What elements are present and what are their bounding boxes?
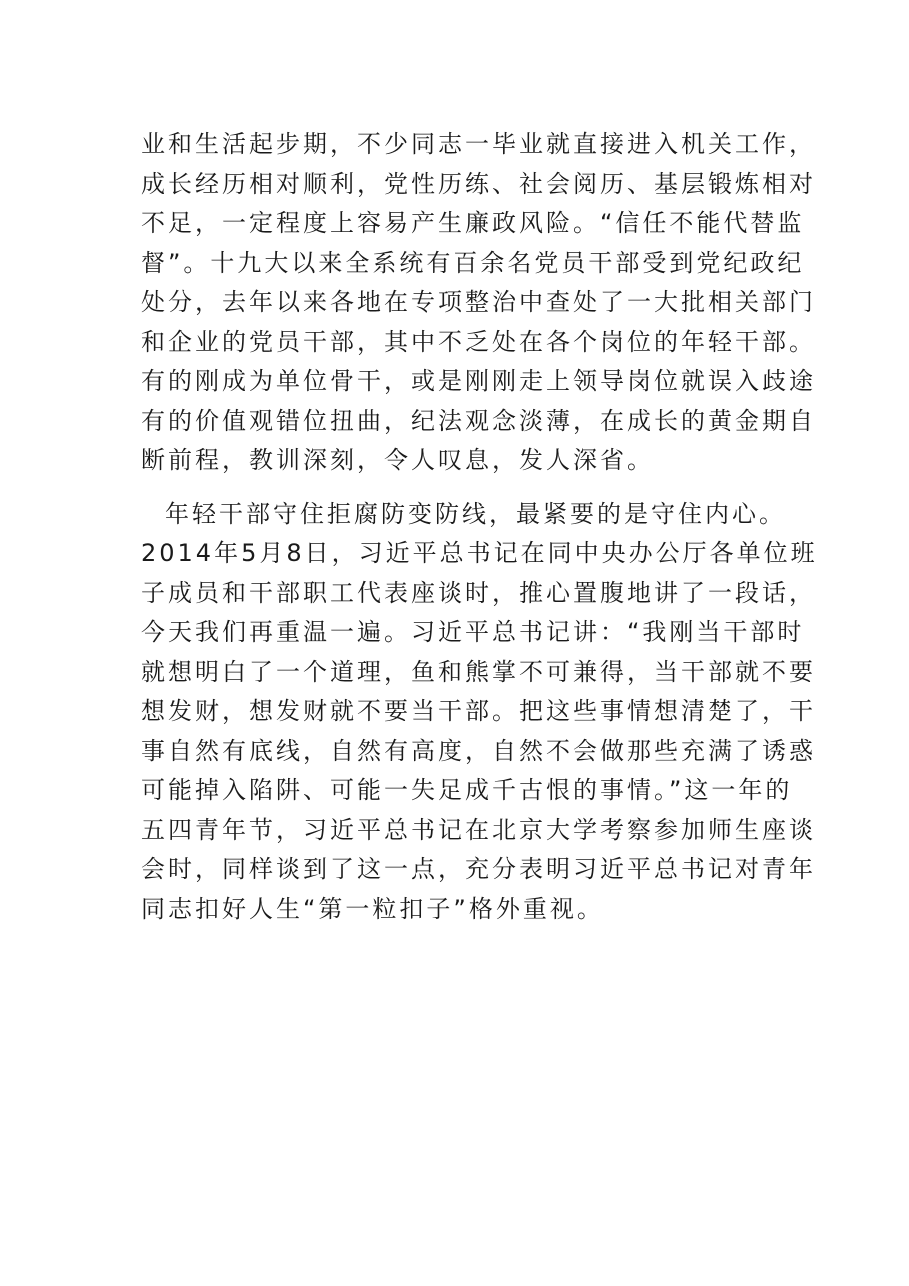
text-line: 2014年5月8日，习近平总书记在同中央办公厅各单位班 (141, 539, 818, 567)
document-body (141, 125, 841, 929)
text-line: 会时，同样谈到了这一点，充分表明习近平总书记对青年 (141, 855, 816, 883)
text-line: 督”。十九大以来全系统有百余名党员干部受到党纪政纪 (141, 248, 805, 277)
text-line: 事自然有底线，自然有高度，自然不会做那些充满了诱惑 (141, 736, 816, 765)
paragraph-1 (141, 125, 841, 481)
paragraph-2 (141, 495, 841, 930)
text-line: 同志扣好人生“第一粒扣子”格外重视。 (141, 894, 604, 923)
text-line: 有的价值观错位扭曲，纪法观念淡薄，在成长的黄金期自 (141, 406, 816, 435)
text-line: 今天我们再重温一遍。习近平总书记讲：“我刚当干部时 (141, 618, 805, 646)
text-line: 不足，一定程度上容易产生廉政风险。“信任不能代替监 (141, 209, 805, 237)
text-line: 就想明白了一个道理，鱼和熊掌不可兼得，当干部就不要 (141, 657, 816, 686)
text-line: 五四青年节，习近平总书记在北京大学考察参加师生座谈 (141, 815, 816, 844)
text-line: 年轻干部守住拒腐防变防线，最紧要的是守住内心。 (165, 499, 786, 528)
text-line: 可能掉入陷阱、可能一失足成千古恨的事情。”这一年的 (141, 776, 793, 804)
text-line: 子成员和干部职工代表座谈时，推心置腹地讲了一段话， (141, 578, 816, 607)
text-line: 业和生活起步期，不少同志一毕业就直接进入机关工作， (141, 130, 816, 158)
text-line: 处分，去年以来各地在专项整治中查处了一大批相关部门 (141, 288, 816, 316)
text-line: 断前程，教训深刻，令人叹息，发人深省。 (141, 446, 654, 474)
text-line: 和企业的党员干部，其中不乏处在各个岗位的年轻干部。 (141, 327, 816, 356)
text-line: 有的刚成为单位骨干，或是刚刚走上领导岗位就误入歧途 (141, 367, 816, 395)
text-line: 成长经历相对顺利，党性历练、社会阅历、基层锻炼相对 (141, 169, 816, 198)
text-line: 想发财，想发财就不要当干部。把这些事情想清楚了，干 (141, 697, 816, 725)
